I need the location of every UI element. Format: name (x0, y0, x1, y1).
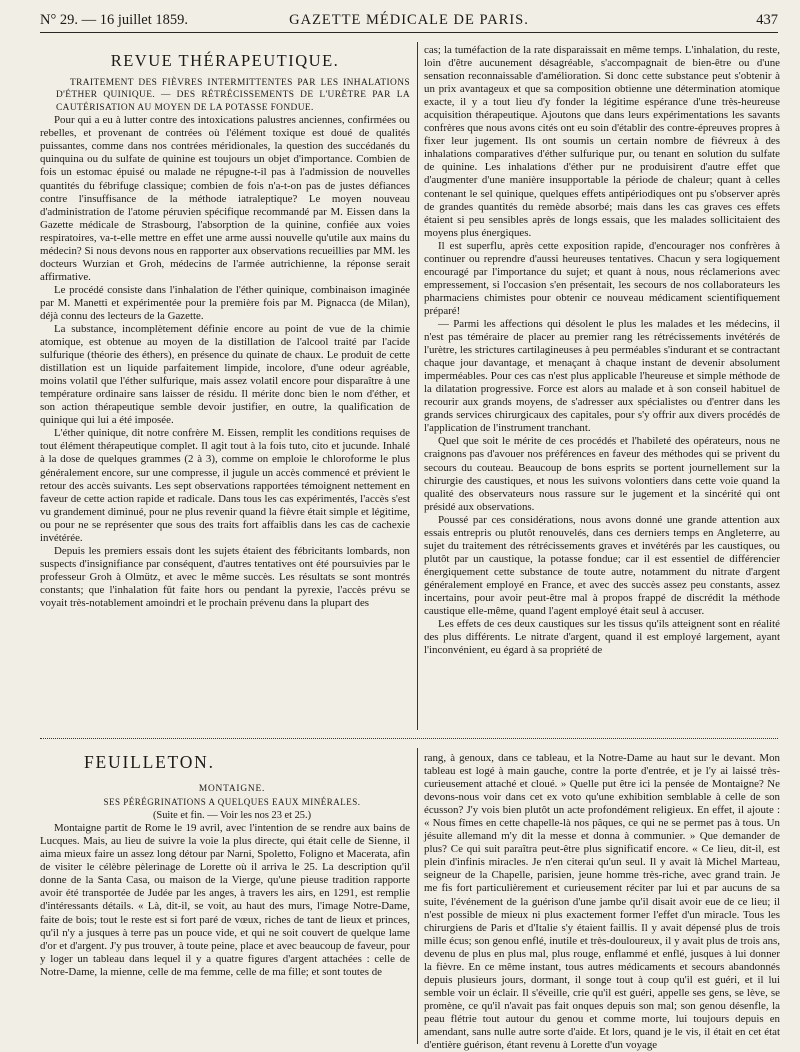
feuilleton-subtitle: SES PÉRÉGRINATIONS A QUELQUES EAUX MINÉRALES. (103, 797, 361, 808)
column-divider (417, 42, 418, 730)
journal-title: GAZETTE MÉDICALE DE PARIS. (289, 12, 529, 28)
feuilleton-title: FEUILLETON. (84, 752, 215, 772)
revue-paragraph: Pour qui a eu à lutter contre des intoxications palustres anciennes, confirmées ou rebelles, et provenant de contrées où l'élément toxique est doué de qualités puissantes, comme dans nos contrées méridionales, la question des succédanés du quinquina ou du sulfate de quinine est toujours un objet d'importance. Combien de fois un estomac épuisé ou malade ne répugne-t-il pas à l'admission de nouvelles quantités du fébrifuge classique; combien de fois n'a-t-on pas de justes défiances contre l'insuffisance de la méthode iatraleptique? Le moyen nouveau d'administration de l'atome péruvien spécifique recommandé par M. Eissen dans la Gazette médicale de Strasbourg, l'absorption de la quinine, confiée aux voies respiratoires, va-t-elle mettre en effet une arme aussi nouvelle qu'utile aux mains du médecin? Si nous devons nous en rapporter aux observations recueillies par MM. les docteurs Wurzian et Groh, médecins de l'armée autrichienne, la réponse serait affirmative. (40, 114, 410, 283)
revue-paragraph: Le procédé consiste dans l'inhalation de l'éther quinique, combinaison imaginée par M. Manetti et expérimentée pour la première fois par M. Pignacca (de Milan), déjà connu des lecteurs de la Gazette. (40, 283, 410, 322)
revue-paragraph: Depuis les premiers essais dont les sujets étaient des fébricitants lombards, non suspects d'insignifiance par conséquent, d'autres tentatives ont été poursuivies par le professeur Groh à Olmütz, et avec le même succès. Les résultats se sont montrés constants; que l'inhalation fût faite hors ou pendant la pyrexie, l'accès prévu se voyait très-notablement amoindri et le prochain prévenu dans la plupart des (40, 544, 410, 609)
revue-paragraph: Poussé par ces considérations, nous avons donné une grande attention aux essais entrepris ou plutôt renouvelés, dans ces derniers temps en Angleterre, au sujet du traitement des rétrécissements graves et invétérés par les caustiques, ou plutôt par un caustique, la potasse fondue; car il est essentiel de différencier énergiquement cette substance de toute autre, notamment du nitrate d'argent généralement employé en France, et avec des succès assez peu constants, assez incertains, pour avoir peut-être mal à propos frappé de discrédit la méthode caustique elle-même, quand l'agent employé était seul à accuser. (424, 513, 780, 618)
revue-column-right (424, 44, 780, 730)
feuilleton-author: MONTAIGNE. (198, 784, 266, 795)
revue-paragraph: L'éther quinique, dit notre confrère M. Eissen, remplit les conditions requises de tout élément thérapeutique complet. Il agit tout à la fois tuto, cito et jucunde. Inhalé à la dose de quelques grammes (2 à 3), comme on emploie le chloroforme le plus généralement encore, sur une compresse, il jugule un accès commencé et prévient le retour des accès suivants. Les sept observations rapportées témoignent nettement en faveur de cette action rapide et radicale. Dans tous les cas expérimentés, l'accès s'est vu grandement diminué, pour ne plus revenir quand la fièvre était simple et légitime, ou pour ne se représenter que sous des traits fort affaiblis dans les cas de cachexie invétérée. (40, 427, 410, 544)
page-header (40, 10, 778, 33)
revue-title: REVUE THÉRAPEUTIQUE. (110, 51, 340, 70)
feuilleton-column-right (424, 752, 780, 1052)
feuilleton-paragraph: Montaigne partit de Rome le 19 avril, avec l'intention de se rendre aux bains de Lucques. Mais, au lieu de suivre la voie la plus directe, qui était celle de Sienne, il aima mieux faire un assez long détour par Narni, Spoletto, Foligno et Macerata, afin de visiter le célèbre pèlerinage de Lorette où il arriva le 25. La description qu'il donne de la Santa Casa, ou maison de la Vierge, qu'une pieuse tradition rapporte avoir été transportée de Judée par les anges, à travers les airs, en 1291, est remplie d'intéressants détails. « Là, dit-il, se voit, au haut des murs, l'image Notre-Dame, faite de bois; tout le reste est si fort paré de vœux, riches de tant de lieux et princes, qu'il n'y a jusques à terre pas un pouce vide, et qui ne soit couvert de quelque lame d'or et d'argent. J'y pus trouver, à toute peine, place et avec beaucoup de faveur, pour y loger un tableau dans lequel il y a quatre figures d'argent attachées : celle de Notre-Dame, la mienne, celle de ma femme, celle de ma fille; et sont toutes de (40, 822, 410, 978)
revue-paragraph: Quel que soit le mérite de ces procédés et l'habileté des opérateurs, nous ne craignons pas d'avouer nos préférences en faveur des méthodes qui se privent du secours du couteau. Beaucoup de bons esprits se portent journellement sur la chirurgie des caustiques, et nous les suivons volontiers dans cette voie quand la qualité des observateurs nous rassure sur le jugement et la sincérité qui ont présidé aux observations. (424, 435, 780, 513)
revue-paragraph: La substance, incomplètement définie encore au point de vue de la chimie atomique, est obtenue au moyen de la distillation de l'alcool traité par l'acide sulfurique (théorie des éthers), en présence du quinate de chaux. Le produit de cette distillation est un liquide parfaitement limpide, incolore, d'une odeur agréable, moins volatil que l'éther sulfurique, mais assez volatil encore pour disparaître à une température ordinaire sans laisser de résidu. Il mérite donc bien le nom d'éther, et son action thérapeutique semble devoir justifier, en outre, la qualification de quinique qui lui a été imposée. (40, 323, 410, 427)
issue-number-date: N° 29. — 16 juillet 1859. (40, 12, 188, 28)
column-divider (417, 748, 418, 1044)
revue-column-left (40, 50, 410, 730)
feuilleton-continuation-note: (Suite et fin. — Voir les nos 23 et 25.) (152, 810, 312, 822)
revue-paragraph: — Parmi les affections qui désolent le plus les malades et les médecins, il n'est pas téméraire de placer au premier rang les rétrécissements invétérés de l'urètre, les strictures cartilagineuses à peu perméables s'indurant et se contractant chaque jour davantage, et menaçant à chaque instant de devenir absolument imperméables. Pour ces cas n'est plus applicable l'heureuse et simple méthode de la dilatation progressive. Force est alors au malade et à son conseil habituel de recourir aux grands moyens, de s'adresser aux spécialistes ou d'entrer dans les grands services chirurgicaux des capitales, pour s'y offrir aux divers procédés de l'application de l'instrument tranchant. (424, 317, 780, 435)
feuilleton-column-left (40, 752, 410, 1044)
page-number: 437 (756, 12, 778, 28)
revue-paragraph: cas; la tuméfaction de la rate disparaissait en même temps. L'inhalation, du reste, loin d'être aucunement désagréable, s'accompagnait de bien-être ou d'une sensation reconnaissable d'amélioration. Si donc cette substance peut s'obtenir à un prix avantageux et que sa composition obtienne une détermination atomique exacte, il y a tout lieu d'y fonder la légitime espérance d'une très-heureuse acquisition thérapeutique. Ajoutons que dans leurs expérimentations les savants confrères que nous avons cités ont eu soin d'établir des contre-épreuves propres à fixer leur jugement. Ils ont soumis un certain nombre de fiévreux à des inhalations comparatives d'éther sulfurique pur, ou tenant en solution du sulfate de quinine. Les inhalations d'éther pur ne produisirent d'autre effet que d'augmenter d'une manière insupportable la période de chaleur; quant à celles contenant le sel quinique, quelques effets antipériodiques ont pu s'observer après de grandes quantités du remède absorbé; mais dans les cas graves ces effets étaient si peu sensibles après de longs essais, que les malades sollicitaient des moyens plus énergiques. (424, 44, 780, 239)
revue-paragraph: Les effets de ces deux caustiques sur les tissus qu'ils atteignent sont en réalité des plus différents. Le nitrate d'argent, quand il est employé largement, ayant l'inconvénient, eu égard à sa propriété de (424, 618, 780, 657)
feuilleton-separator (40, 738, 778, 739)
revue-paragraph: Il est superflu, après cette exposition rapide, d'encourager nos confrères à continuer ou reprendre d'aussi heureuses tentatives. Chacun y sera logiquement encouragé par l'importance du sujet; et quant à nous, nous réclamerions avec empressement, si l'occasion s'en présentait, les secours de nos collaborateurs les pharmaciens chimistes pour obtenir ce nouveau médicament scientifiquement préparé! (424, 239, 780, 317)
feuilleton-paragraph: rang, à genoux, dans ce tableau, et la Notre-Dame au haut sur le devant. Mon tableau est logé à main gauche, contre la porte d'entrée, et je l'y ai laissé très-curieusement attaché et cloué. » Quelle put être ici la pensée de Montaigne? Ne devons-nous voir dans cet ex voto qu'une exhibition semblable à celle de son écusson? J'y vois bien plutôt un acte profondément religieux. En effet, il ajoute : « Nous fîmes en cette chapelle-là nos pâques, ce qui ne se permet pas à tous. Un jésuite allemand m'y dit la messe et donna à communier. » Que demander de plus? Ce qui suit paraîtra peut-être plus significatif encore. « Ce lieu, dit-il, est plein d'infinis miracles. Je n'en citerai qu'un seul. Il y avait là Michel Marteau, seigneur de la Chapelle, parisien, jeune homme très-riche, avec grand train. Je me fis fort particulièrement et curieusement réciter par lui et par aucuns de sa suite, l'événement de la guérison d'une jambe qu'il disait avoir eue de ce lieu; il n'est possible de mieux ni plus exactement former l'effet d'un miracle. Tous les chirurgiens de Paris et d'Italie s'y étaient faillis. Il y avait dépensé plus de trois mille écus; son genou enflé, inutile et très-douloureux, il y avait plus de trois ans, devenu de plus en plus mal, plus rouge, enflammé et enflé, jusques à lui donner la fièvre. En ce même instant, tous autres médicaments et secours abandonnés depuis plusieurs jours, dormant, il songe tout à coup qu'il est guéri, et il lui semble voir un éclair. Il s'éveille, crie qu'il est guéri, appelle ses gens, se lève, se promène, ce qu'il n'avait pas fait onques depuis son mal; son genou désenfle, la peau flétrie tout autour du genou et comme morte, lui toujours depuis en amendant, sans nulle autre sorte d'aide. Et lors, quand je le vis, il était en cet état d'entière guérison, étant revenu à Lorette d'un voyage (424, 752, 780, 1052)
revue-subheading: TRAITEMENT DES FIÈVRES INTERMITTENTES PAR LES INHALATIONS D'ÉTHER QUINIQUE. — DES RÉTRÉCISSEMENTS DE L'URÈTRE PAR LA CAUTÉRISATION AU MOYEN DE LA POTASSE FONDUE. (56, 78, 410, 113)
